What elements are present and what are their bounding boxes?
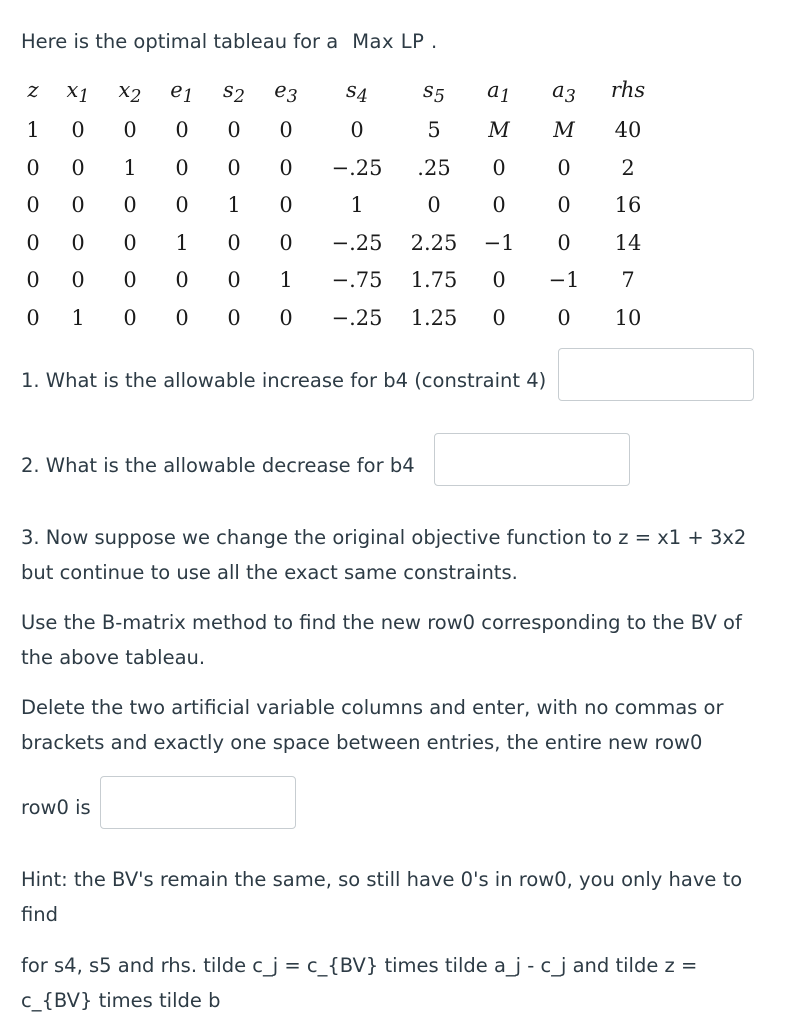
tableau-cell: 0: [492, 268, 506, 293]
tableau-cell: 0: [492, 193, 506, 218]
tableau-cell: 0: [279, 118, 293, 143]
tableau-cell: 1: [123, 155, 137, 180]
tableau-header-row: [14, 74, 660, 112]
header-cell: z: [27, 78, 39, 103]
tableau-cell: 1.75: [410, 268, 458, 293]
tableau-cell: 0: [123, 118, 137, 143]
header-cell: $e_3$: [274, 78, 298, 108]
tableau-cell: 0: [71, 268, 85, 293]
intro-lp: Max LP .: [352, 30, 438, 53]
tableau-cell: 1: [71, 305, 85, 330]
row0-label: row0 is: [21, 796, 91, 819]
header-cell: $s_2$: [223, 78, 245, 108]
tableau-cell: −.25: [331, 155, 383, 180]
tableau-cell: 0: [557, 193, 571, 218]
tableau-cell: −1: [548, 268, 580, 293]
header-cell: $a_3$: [552, 78, 576, 108]
tableau-cell: 0: [26, 230, 40, 255]
tableau-cell: 16: [614, 193, 642, 218]
tableau-cell: .25: [417, 155, 451, 180]
tableau-cell: −.25: [331, 230, 383, 255]
tableau-cell: 0: [123, 268, 137, 293]
tableau-row: [14, 224, 660, 262]
tableau-cell: 0: [557, 230, 571, 255]
tableau-cell: −1: [483, 230, 515, 255]
header-cell: rhs: [610, 78, 646, 103]
tableau-cell: 0: [279, 230, 293, 255]
tableau-cell: 0: [492, 305, 506, 330]
tableau-cell: 0: [123, 193, 137, 218]
tableau-cell: 1: [26, 118, 40, 143]
allowable-increase-input[interactable]: [558, 348, 754, 401]
header-cell: $e_1$: [170, 78, 194, 108]
tableau-cell: 0: [350, 118, 364, 143]
tableau-cell: 0: [175, 193, 189, 218]
tableau-row: [14, 262, 660, 300]
tableau-cell: 0: [557, 155, 571, 180]
tableau-cell: M: [488, 118, 510, 143]
tableau-cell: 0: [227, 268, 241, 293]
tableau-cell: 1: [350, 193, 364, 218]
optimal-tableau: [14, 74, 660, 337]
tableau-cell: 0: [227, 230, 241, 255]
tableau-cell: 10: [614, 305, 642, 330]
tableau-cell: 2: [621, 155, 635, 180]
tableau-row: [14, 299, 660, 337]
tableau-cell: 0: [175, 118, 189, 143]
header-cell: $s_4$: [346, 78, 368, 108]
tableau-cell: 0: [71, 230, 85, 255]
tableau-cell: 0: [227, 305, 241, 330]
tableau-cell: 14: [614, 230, 642, 255]
tableau-cell: −.25: [331, 305, 383, 330]
tableau-cell: 0: [175, 268, 189, 293]
question-1: 1. What is the allowable increase for b4 (constraint 4): [21, 369, 547, 392]
tableau-cell: 0: [492, 155, 506, 180]
tableau-row: [14, 112, 660, 150]
tableau-row: [14, 149, 660, 187]
question-3-method: Use the B-matrix method to find the new row0 corresponding to the BV of the above tableau.: [21, 611, 742, 669]
tableau-cell: 1: [175, 230, 189, 255]
header-cell: $a_1$: [487, 78, 511, 108]
tableau-cell: 40: [614, 118, 642, 143]
intro-text: [21, 24, 438, 59]
tableau-cell: 0: [279, 193, 293, 218]
tableau-cell: 0: [26, 155, 40, 180]
hint-text: Hint: the BV's remain the same, so still have 0's in row0, you only have to find: [21, 868, 743, 926]
tableau-cell: −.75: [331, 268, 383, 293]
tableau-cell: 7: [621, 268, 635, 293]
tableau-cell: 0: [227, 118, 241, 143]
tableau-cell: 0: [175, 305, 189, 330]
question-3-instructions: Delete the two artificial variable columns and enter, with no commas or brackets and exactly one space between entries, the entire new row0: [21, 696, 724, 754]
tableau-cell: 0: [26, 193, 40, 218]
tableau-cell: 0: [71, 118, 85, 143]
header-cell: $s_5$: [423, 78, 445, 108]
tableau-row: [14, 187, 660, 225]
tableau-cell: M: [553, 118, 575, 143]
tableau-cell: 0: [123, 305, 137, 330]
tableau-cell: 1: [279, 268, 293, 293]
tableau-cell: 0: [123, 230, 137, 255]
tableau-cell: 1.25: [410, 305, 458, 330]
tableau-cell: 0: [26, 268, 40, 293]
tableau-cell: 0: [175, 155, 189, 180]
tableau-cell: 0: [279, 305, 293, 330]
tableau-cell: 5: [427, 118, 441, 143]
intro-sentence: Here is the optimal tableau for a: [21, 30, 339, 53]
tableau-cell: 0: [71, 193, 85, 218]
allowable-decrease-input[interactable]: [434, 433, 630, 486]
question-3: 3. Now suppose we change the original objective function to z = x1 + 3x2 but continue to use all the exact same constraints.: [21, 526, 747, 584]
hint-formula: for s4, s5 and rhs. tilde c_j = c_{BV} times tilde a_j - c_j and tilde z = c_{BV} times tilde b: [21, 954, 698, 1012]
tableau-cell: 0: [227, 155, 241, 180]
tableau-cell: 0: [279, 155, 293, 180]
tableau-cell: 1: [227, 193, 241, 218]
tableau-cell: 0: [427, 193, 441, 218]
tableau-cell: 2.25: [410, 230, 458, 255]
header-cell: $x_1$: [66, 78, 90, 108]
row0-input[interactable]: [100, 776, 296, 829]
header-cell: $x_2$: [118, 78, 142, 108]
tableau-cell: 0: [71, 155, 85, 180]
tableau-cell: 0: [557, 305, 571, 330]
tableau-cell: 0: [26, 305, 40, 330]
question-2: 2. What is the allowable decrease for b4: [21, 454, 415, 477]
